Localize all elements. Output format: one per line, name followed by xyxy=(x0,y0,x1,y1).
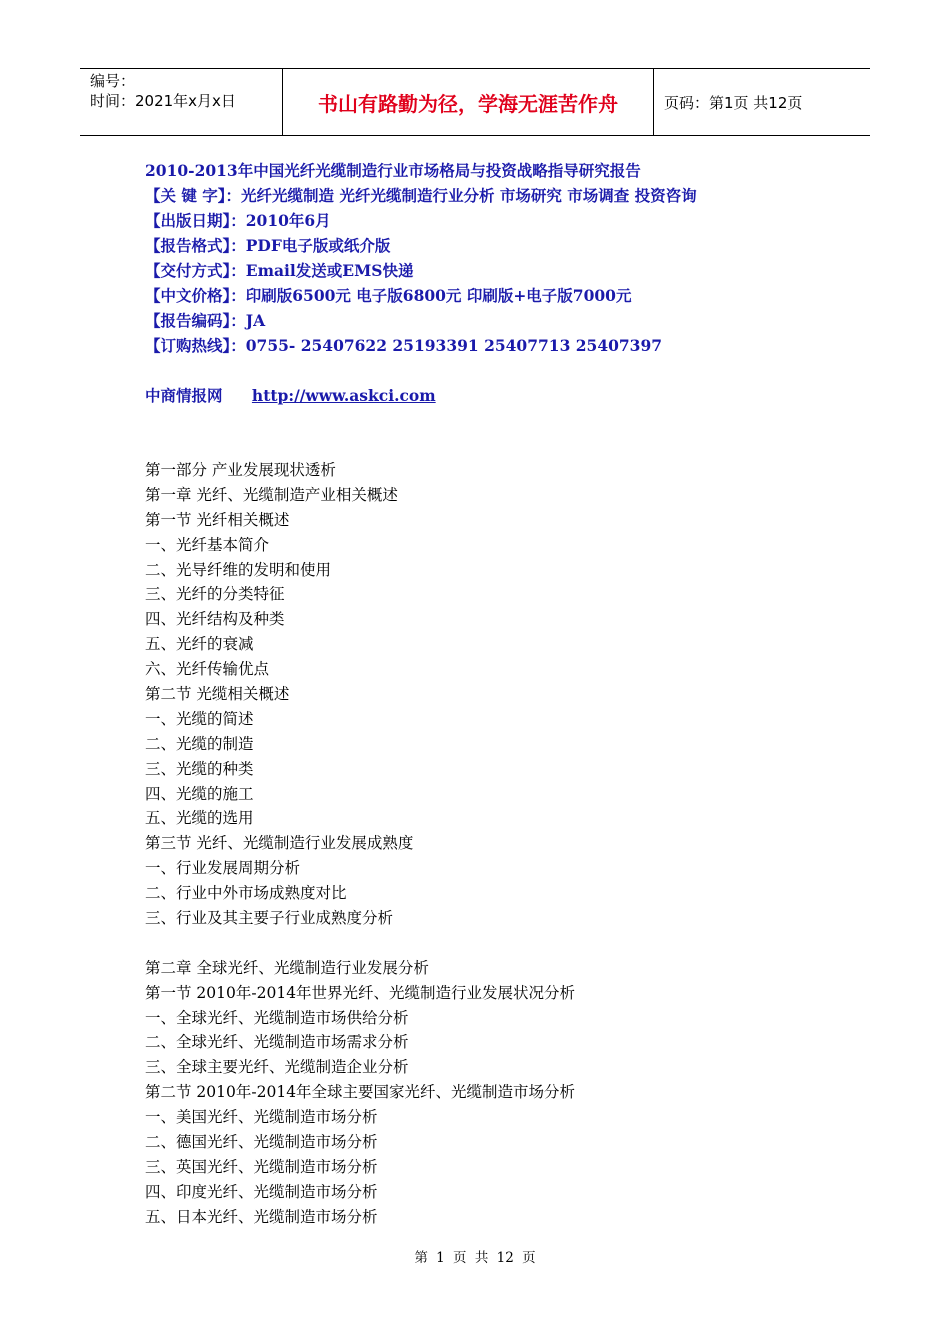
toc-item: 五、光缆的选用 xyxy=(145,809,254,828)
site-line xyxy=(145,383,865,408)
toc-item: 六、光纤传输优点 xyxy=(145,660,270,679)
site-name: 中商情报网 xyxy=(145,386,223,405)
toc-item: 三、行业及其主要子行业成熟度分析 xyxy=(145,909,394,928)
table-of-contents xyxy=(145,458,865,1230)
report-format: 【报告格式】：PDF电子版或纸介版 xyxy=(145,236,391,255)
toc-item: 第一节 光纤相关概述 xyxy=(145,510,290,529)
serial-label: 编号： xyxy=(90,72,136,90)
toc-item: 二、光缆的制造 xyxy=(145,734,254,753)
toc-item: 一、光纤基本简介 xyxy=(145,535,270,554)
toc-item: 第二章 全球光纤、光缆制造行业发展分析 xyxy=(145,958,429,977)
report-info-block xyxy=(145,158,865,408)
toc-item: 第一章 光纤、光缆制造产业相关概述 xyxy=(145,485,398,504)
toc-item: 四、光纤结构及种类 xyxy=(145,610,285,629)
report-code: 【报告编码】：JA xyxy=(145,311,266,330)
toc-item: 第三节 光纤、光缆制造行业发展成熟度 xyxy=(145,834,414,853)
toc-item: 一、光缆的简述 xyxy=(145,709,254,728)
site-link[interactable]: http://www.askci.com xyxy=(251,386,436,405)
toc-item: 一、美国光纤、光缆制造市场分析 xyxy=(145,1108,378,1127)
toc-gap xyxy=(145,931,865,956)
toc-item: 四、印度光纤、光缆制造市场分析 xyxy=(145,1182,378,1201)
toc-item: 二、光导纤维的发明和使用 xyxy=(145,560,332,579)
toc-item: 第二节 光缆相关概述 xyxy=(145,685,290,704)
report-hotline: 【订购热线】：0755- 25407622 25193391 25407713 25407397 xyxy=(145,336,663,355)
toc-item: 二、全球光纤、光缆制造市场需求分析 xyxy=(145,1033,409,1052)
toc-item: 三、全球主要光纤、光缆制造企业分析 xyxy=(145,1058,409,1077)
toc-item: 二、行业中外市场成熟度对比 xyxy=(145,884,347,903)
header-meta-cell xyxy=(80,69,282,135)
report-title: 2010-2013年中国光纤光缆制造行业市场格局与投资战略指导研究报告 xyxy=(145,161,641,180)
header-page-info: 页码：第1页 共12页 xyxy=(664,93,803,112)
toc-item: 三、光缆的种类 xyxy=(145,759,254,778)
toc-item: 一、行业发展周期分析 xyxy=(145,859,301,878)
toc-item: 三、英国光纤、光缆制造市场分析 xyxy=(145,1157,378,1176)
toc-item: 第二节 2010年-2014年全球主要国家光纤、光缆制造市场分析 xyxy=(145,1083,576,1102)
toc-item: 第一节 2010年-2014年世界光纤、光缆制造行业发展状况分析 xyxy=(145,983,576,1002)
toc-item: 五、日本光纤、光缆制造市场分析 xyxy=(145,1207,378,1226)
page-header-table xyxy=(80,68,870,136)
report-keywords: 【关 键 字】：光纤光缆制造 光纤光缆制造行业分析 市场研究 市场调查 投资咨询 xyxy=(145,186,697,205)
report-price: 【中文价格】：印刷版6500元 电子版6800元 印刷版+电子版7000元 xyxy=(145,286,632,305)
page-footer: 第 1 页 共 12 页 xyxy=(414,1250,536,1266)
toc-item: 二、德国光纤、光缆制造市场分析 xyxy=(145,1133,378,1152)
toc-item: 三、光纤的分类特征 xyxy=(145,585,285,604)
report-publish-date: 【出版日期】：2010年6月 xyxy=(145,211,331,230)
toc-item: 四、光缆的施工 xyxy=(145,784,254,803)
header-motto: 书山有路勤为径，学海无涯苦作舟 xyxy=(282,69,654,135)
toc-group-2 xyxy=(145,956,865,1230)
report-delivery: 【交付方式】：Email发送或EMS快递 xyxy=(145,261,414,280)
time-label: 时间：2021年x月x日 xyxy=(90,92,236,110)
toc-group-1 xyxy=(145,458,865,931)
toc-item: 第一部分 产业发展现状透析 xyxy=(145,461,336,479)
toc-item: 五、光纤的衰减 xyxy=(145,635,254,654)
toc-item: 一、全球光纤、光缆制造市场供给分析 xyxy=(145,1008,409,1027)
